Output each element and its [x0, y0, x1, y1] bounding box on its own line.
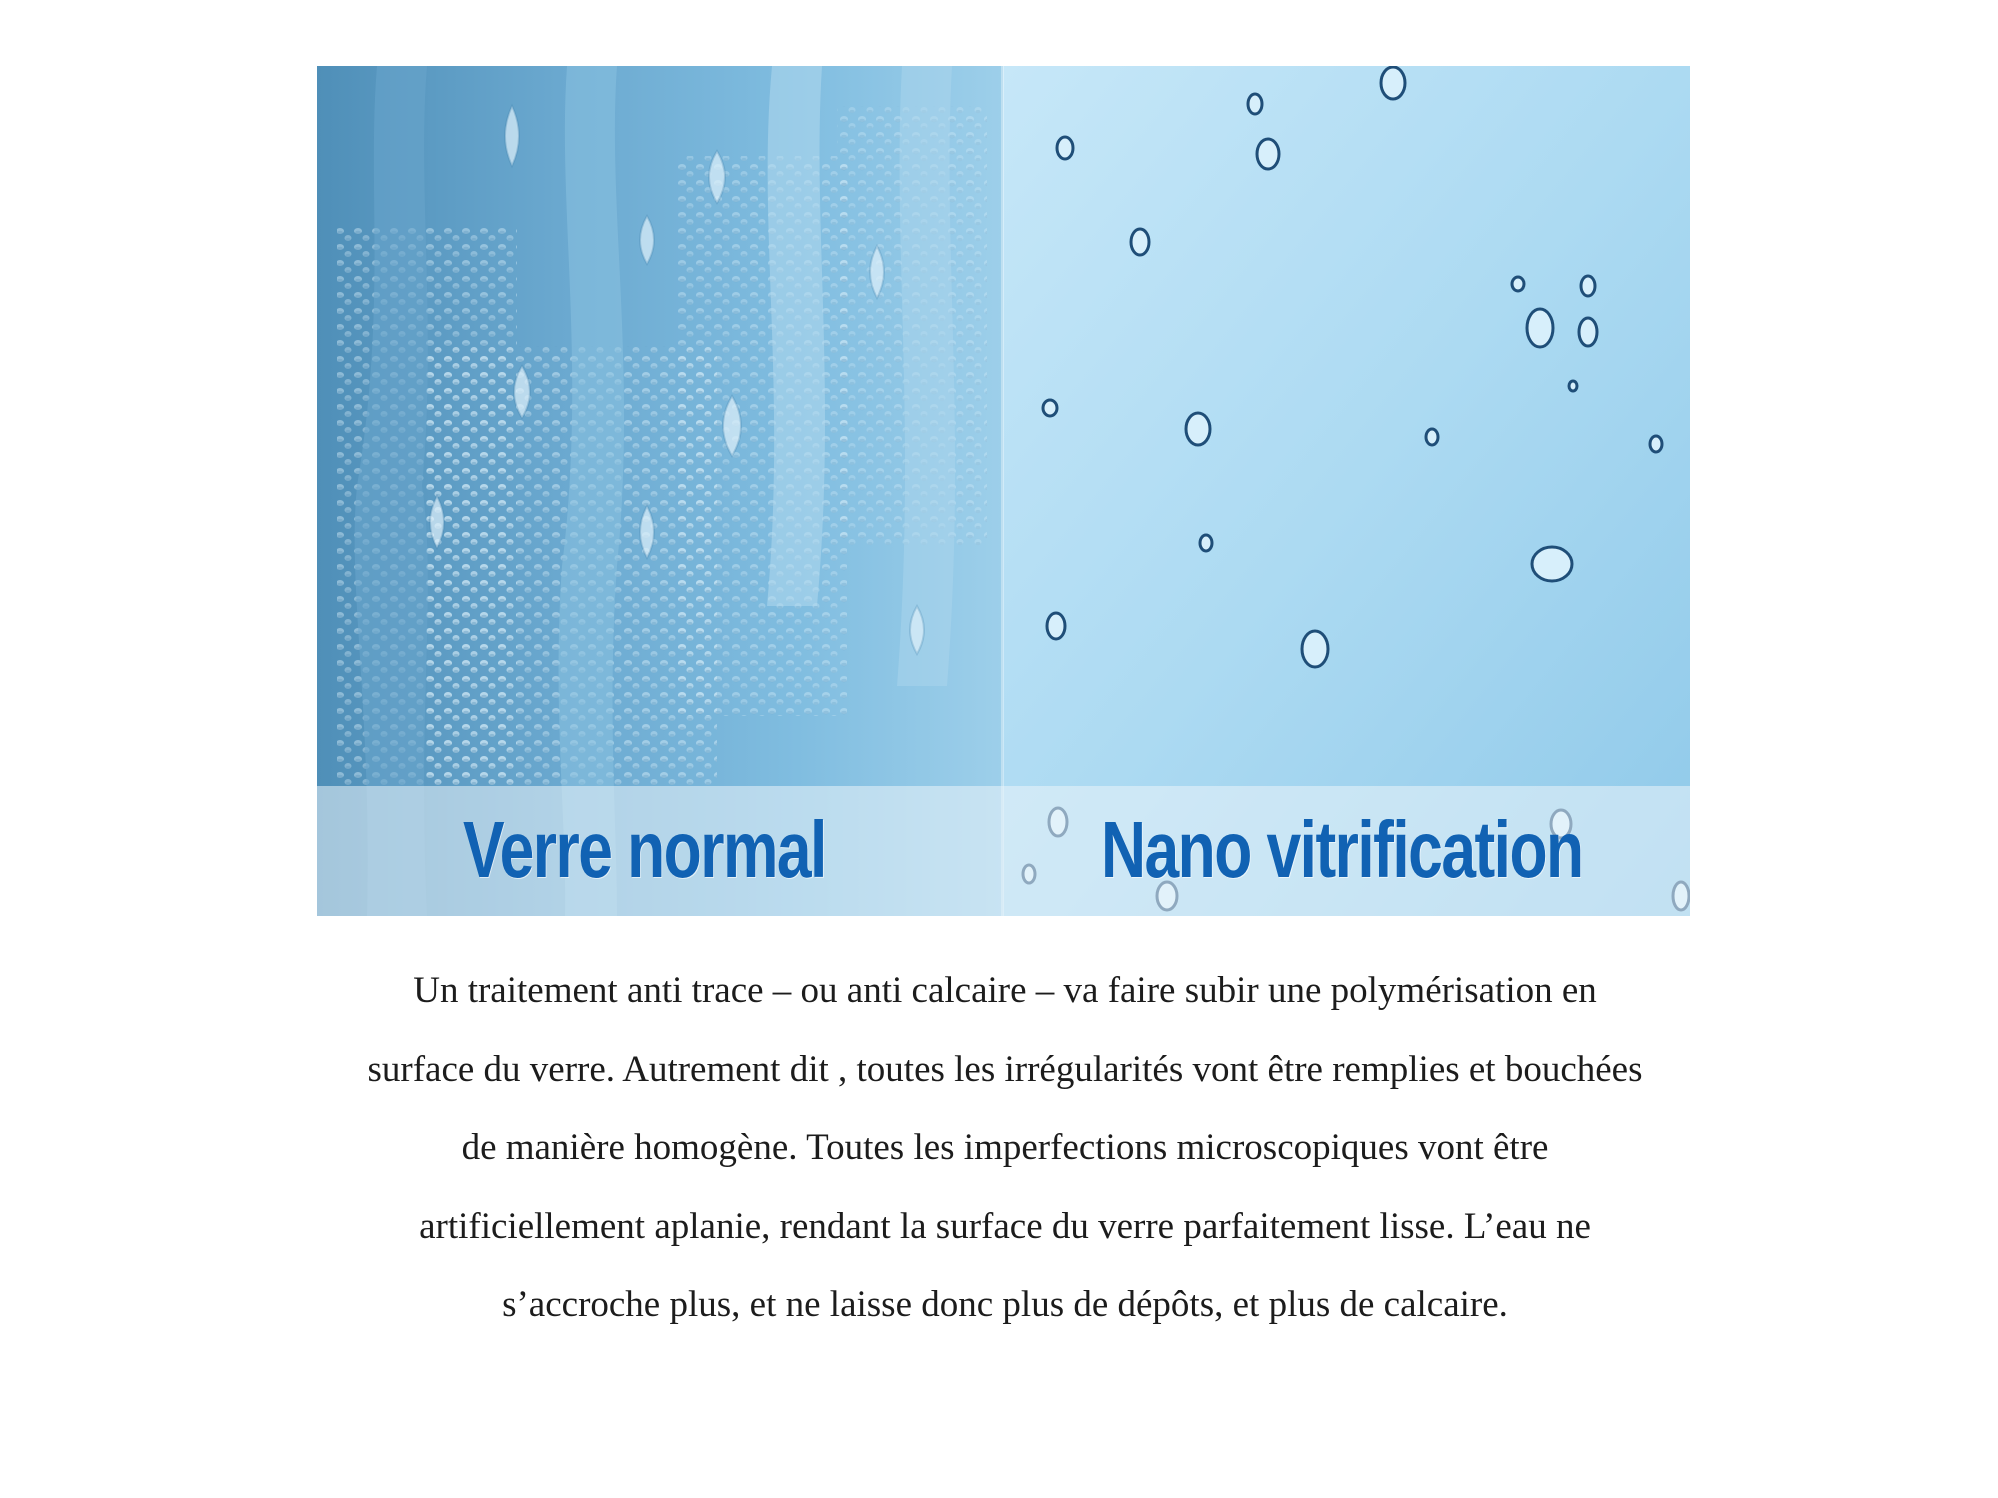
label-nano-vitrification: Nano vitrification [1101, 805, 1583, 894]
label-normal-glass: Verre normal [463, 805, 826, 894]
comparison-image [317, 66, 1690, 916]
description-paragraph: Un traitement anti trace – ou anti calcaire – va faire subir une polymérisation en surface du verre. Autrement dit , toutes les irrégularités vont être remplies et bouchées de manière homogène. Toutes les imperfections microscopiques vont être artificiellement aplanie, rendant la surface du verre parfaitement lisse. L’eau ne s’accroche plus, et ne laisse donc plus de dépôts, et plus de calcaire. [367, 970, 1643, 1325]
